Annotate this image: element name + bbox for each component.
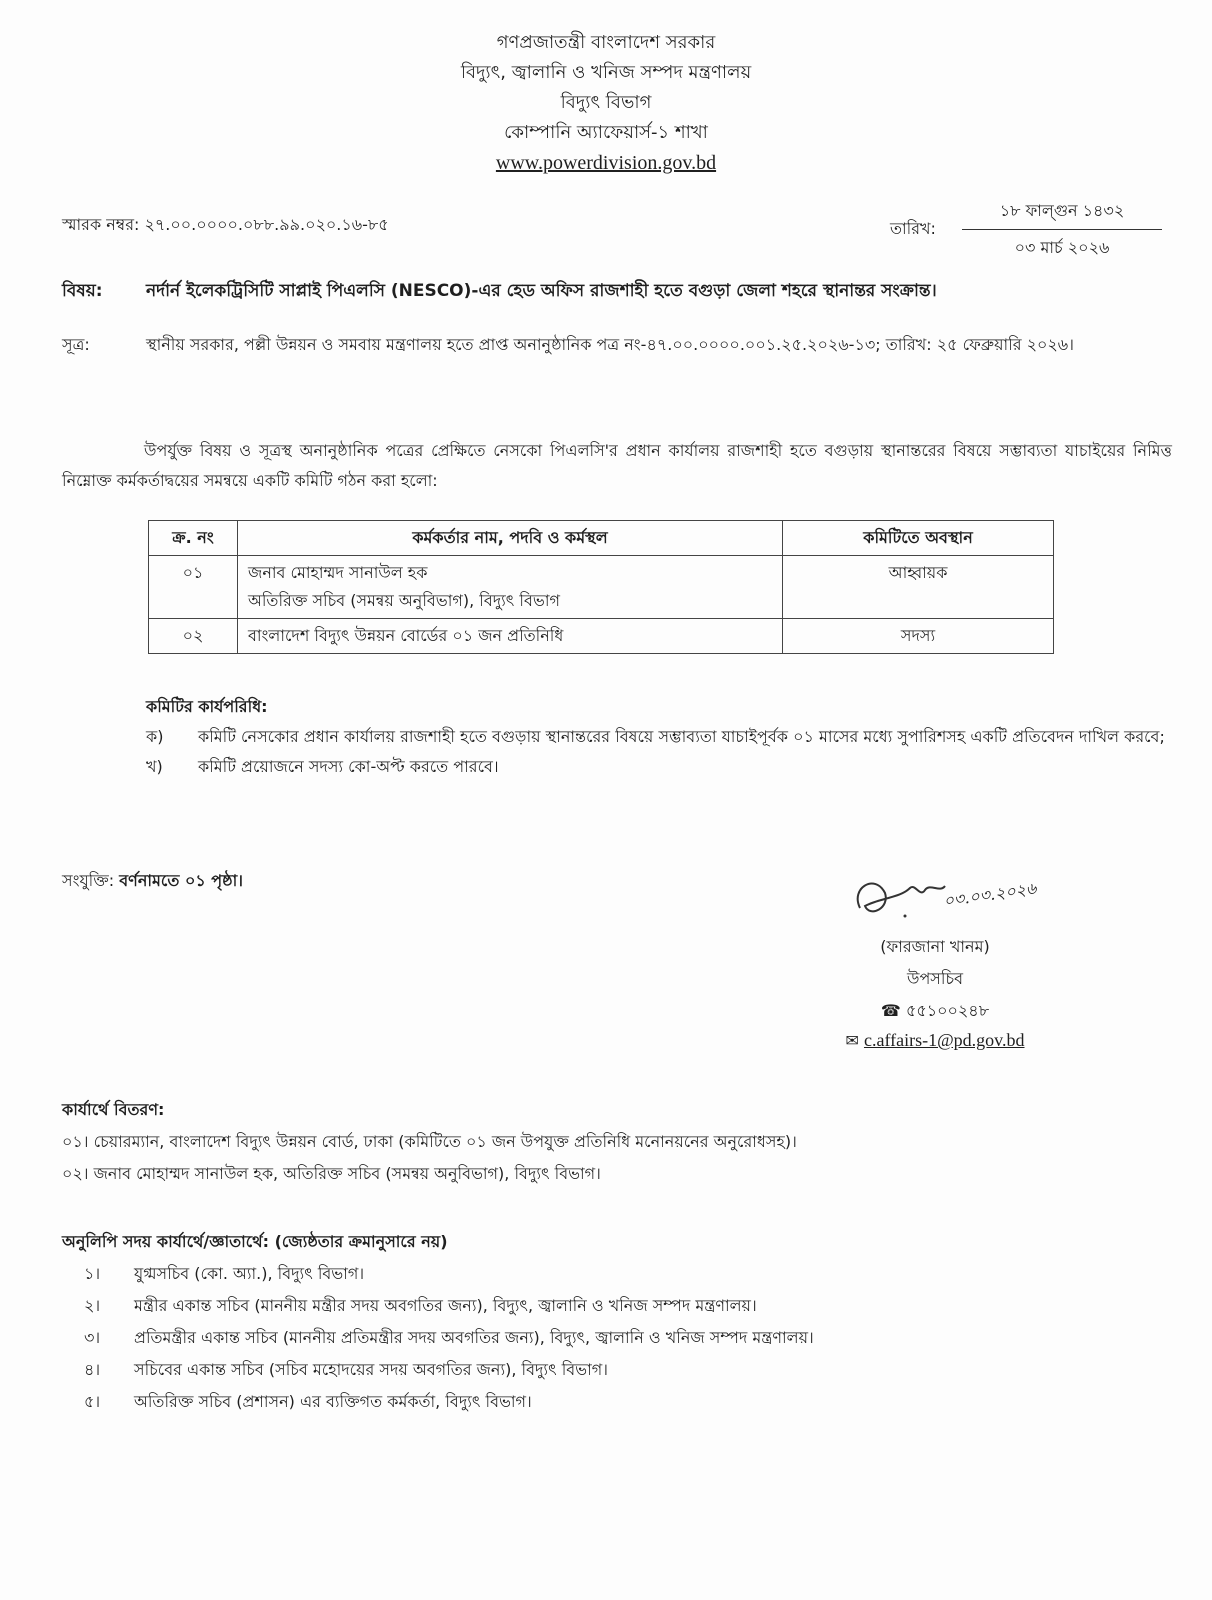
government-name: গণপ্রজাতন্ত্রী বাংলাদেশ সরকার bbox=[496, 32, 716, 53]
signature-block bbox=[800, 868, 1080, 1068]
date-bangla: ১৮ ফাল্গুন ১৪৩২ bbox=[962, 198, 1162, 230]
copy-marker: ২। bbox=[84, 1296, 101, 1315]
col-header-name: কর্মকর্তার নাম, পদবি ও কর্মস্থল bbox=[238, 521, 783, 556]
copy-text: অতিরিক্ত সচিব (প্রশাসন) এর ব্যক্তিগত কর্মকর্তা, বিদ্যুৎ বিভাগ। bbox=[134, 1392, 532, 1411]
member-name: জনাব মোহাম্মদ সানাউল হক bbox=[248, 563, 428, 582]
letterhead bbox=[0, 28, 1212, 178]
memo-value: ২৭.০০.০০০০.০৮৮.৯৯.০২০.১৬-৮৫ bbox=[144, 215, 389, 234]
signatory-email bbox=[800, 1030, 1070, 1051]
cell-name bbox=[238, 556, 783, 619]
signatory-phone bbox=[800, 998, 1070, 1025]
reference-text: স্থানীয় সরকার, পল্লী উন্নয়ন ও সমবায় মন্ত্রণালয় হতে প্রাপ্ত অনানুষ্ঠানিক পত্র নং-৪৭.০০.০০০০.০০১.২৫.২০২৬-১৩; তারিখ: ২৫ ফেব্রুয়ারি ২০২৬। bbox=[146, 335, 1074, 354]
copy-item bbox=[62, 1322, 1182, 1354]
phone-number: ৫৫১০০২৪৮ bbox=[905, 1001, 990, 1020]
copy-title: অনুলিপি সদয় কার্যার্থে/জ্ঞাতার্থে: (জ্যেষ্ঠতার ক্রমানুসারে নয়) bbox=[62, 1232, 448, 1251]
distribution-title: কার্যার্থে বিতরণ: bbox=[62, 1100, 165, 1119]
signature-date: ০৩.০৩.২০২৬ bbox=[942, 878, 1038, 911]
tor-title: কমিটির কার্যপরিধি: bbox=[146, 697, 268, 716]
copy-text: মন্ত্রীর একান্ত সচিব (মাননীয় মন্ত্রীর সদয় অবগতির জন্য), বিদ্যুৎ, জ্বালানি ও খনিজ সম্পদ মন্ত্রণালয়। bbox=[134, 1296, 757, 1315]
distribution-item: ০১। চেয়ারম্যান, বাংলাদেশ বিদ্যুৎ উন্নয়ন বোর্ড, ঢাকা (কমিটিতে ০১ জন উপযুক্ত প্রতিনিধি মনোনয়নের অনুরোধসহ)। bbox=[62, 1132, 797, 1151]
tor-marker: খ) bbox=[146, 757, 163, 776]
terms-of-reference bbox=[146, 692, 1186, 782]
attachment-label: সংযুক্তি: bbox=[62, 871, 115, 890]
tor-marker: ক) bbox=[146, 727, 164, 746]
tor-item bbox=[146, 752, 1186, 782]
memo-label: স্মারক নম্বর: bbox=[62, 215, 140, 234]
cell-position: সদস্য bbox=[783, 619, 1054, 654]
cell-serial: ০২ bbox=[149, 619, 238, 654]
distribution-item: ০২। জনাব মোহাম্মদ সানাউল হক, অতিরিক্ত সচিব (সমন্বয় অনুবিভাগ), বিদ্যুৎ বিভাগ। bbox=[62, 1164, 601, 1183]
copy-text: সচিবের একান্ত সচিব (সচিব মহোদয়ের সদয় অবগতির জন্য), বিদ্যুৎ বিভাগ। bbox=[134, 1360, 608, 1379]
table-row bbox=[149, 619, 1054, 654]
copy-marker: ৩। bbox=[84, 1328, 101, 1347]
subject-label: বিষয়: bbox=[62, 281, 103, 301]
tor-text: কমিটি প্রয়োজনে সদস্য কো-অপ্ট করতে পারবে। bbox=[198, 757, 499, 776]
copy-marker: ৪। bbox=[84, 1360, 101, 1379]
date-label: তারিখ: bbox=[890, 219, 936, 238]
attachment-text: বর্ণনামতে ০১ পৃষ্ঠা। bbox=[119, 871, 243, 890]
col-header-position: কমিটিতে অবস্থান bbox=[783, 521, 1054, 556]
subject-text: নর্দার্ন ইলেকট্রিসিটি সাপ্লাই পিএলসি (NESCO)-এর হেড অফিস রাজশাহী হতে বগুড়া জেলা শহরে স্থানান্তর সংক্রান্ত। bbox=[146, 281, 937, 301]
committee-table bbox=[148, 520, 1054, 654]
copy-item bbox=[62, 1290, 1182, 1322]
ministry-name: বিদ্যুৎ, জ্বালানি ও খনিজ সম্পদ মন্ত্রণালয় bbox=[460, 62, 752, 83]
envelope-icon: ✉ bbox=[845, 1031, 859, 1050]
cell-name: বাংলাদেশ বিদ্যুৎ উন্নয়ন বোর্ডের ০১ জন প্রতিনিধি bbox=[238, 619, 783, 654]
col-header-serial: ক্র. নং bbox=[149, 521, 238, 556]
copy-item bbox=[62, 1258, 1182, 1290]
subject-line bbox=[62, 278, 1182, 306]
memo-number bbox=[62, 212, 389, 239]
copy-item bbox=[62, 1386, 1182, 1418]
body-paragraph: উপর্যুক্ত বিষয় ও সূত্রস্থ অনানুষ্ঠানিক পত্রের প্রেক্ষিতে নেসকো পিএলসি'র প্রধান কার্যালয় রাজশাহী হতে বগুড়ায় স্থানান্তরের বিষয়ে সম্ভাব্যতা যাচাইয়ের নিমিত্ত নিম্নোক্ত কর্মকর্তাদ্বয়ের সমন্বয়ে একটি কমিটি গঠন করা হলো: bbox=[62, 441, 1172, 490]
tor-item bbox=[146, 722, 1186, 752]
table-row bbox=[149, 556, 1054, 619]
copy-item bbox=[62, 1354, 1182, 1386]
reference bbox=[62, 330, 1172, 360]
copy-marker: ৫। bbox=[84, 1392, 101, 1411]
distribution bbox=[62, 1094, 1182, 1190]
signatory-name: (ফারজানা খানম) bbox=[880, 937, 990, 956]
date-english: ০৩ মার্চ ২০২৬ bbox=[1014, 238, 1110, 257]
member-designation: অতিরিক্ত সচিব (সমন্বয় অনুবিভাগ), বিদ্যুৎ বিভাগ bbox=[248, 591, 560, 610]
signatory-designation: উপসচিব bbox=[906, 969, 963, 988]
branch-name: কোম্পানি অ্যাফেয়ার্স-১ শাখা bbox=[504, 122, 708, 143]
date-values bbox=[962, 198, 1162, 262]
website-link[interactable]: www.powerdivision.gov.bd bbox=[495, 152, 717, 174]
attachment bbox=[62, 868, 243, 895]
email-link[interactable]: c.affairs-1@pd.gov.bd bbox=[863, 1030, 1025, 1050]
cell-position: আহ্বায়ক bbox=[783, 556, 1054, 619]
cell-serial: ০১ bbox=[149, 556, 238, 619]
copy-marker: ১। bbox=[84, 1264, 101, 1283]
tor-text: কমিটি নেসকোর প্রধান কার্যালয় রাজশাহী হতে বগুড়ায় স্থানান্তরের বিষয়ে সম্ভাব্যতা যাচাইপূর্বক ০১ মাসের মধ্যে সুপারিশসহ একটি প্রতিবেদন দাখিল করবে; bbox=[198, 727, 1165, 746]
copy-list bbox=[62, 1226, 1182, 1418]
copy-text: যুগ্মসচিব (কো. অ্যা.), বিদ্যুৎ বিভাগ। bbox=[134, 1264, 365, 1283]
table-header-row bbox=[149, 521, 1054, 556]
copy-text: প্রতিমন্ত্রীর একান্ত সচিব (মাননীয় প্রতিমন্ত্রীর সদয় অবগতির জন্য), বিদ্যুৎ, জ্বালানি ও খনিজ সম্পদ মন্ত্রণালয়। bbox=[134, 1328, 814, 1347]
division-name: বিদ্যুৎ বিভাগ bbox=[560, 92, 652, 113]
date-block bbox=[890, 198, 1180, 258]
reference-label: সূত্র: bbox=[62, 335, 90, 354]
telephone-icon: ☎ bbox=[880, 1001, 901, 1020]
